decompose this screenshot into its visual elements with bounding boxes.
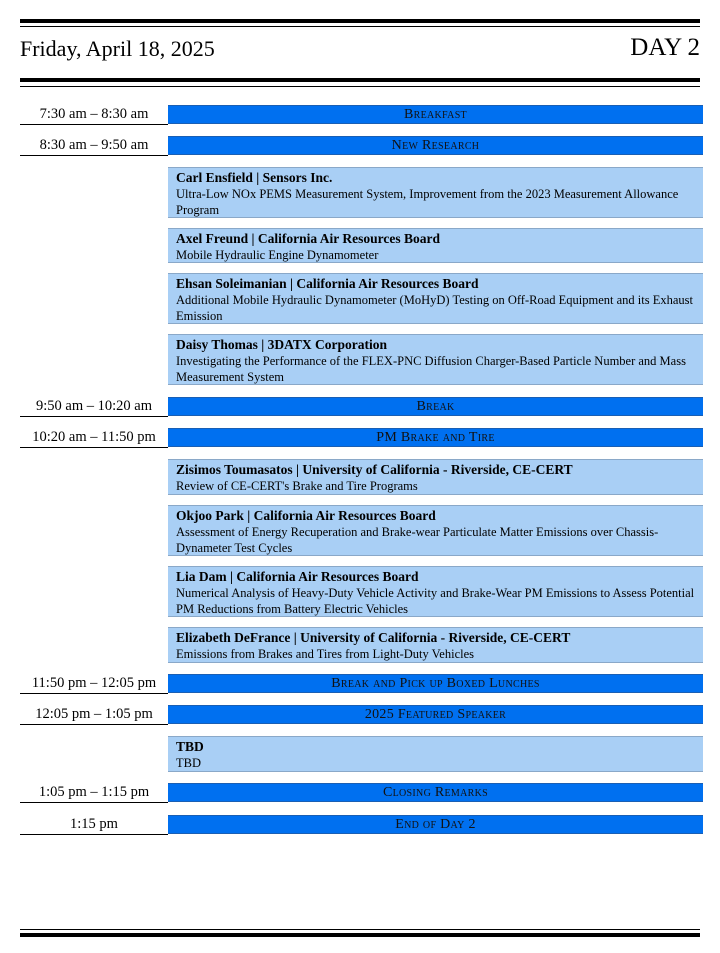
talk-title: Numerical Analysis of Heavy-Duty Vehicle Activity and Brake-Wear PM Emissions to Assess Potential PM Reductions from Battery Electric Vehicles xyxy=(176,586,695,616)
session-time: 11:50 pm – 12:05 pm xyxy=(20,674,168,694)
talk-item xyxy=(168,505,703,556)
session-bar: Break xyxy=(168,397,703,416)
bottom-rule-thick xyxy=(20,933,700,937)
talk-title: Investigating the Performance of the FLEX-PNC Diffusion Charger-Based Particle Number and Mass Measurement System xyxy=(176,354,686,384)
talk-speaker: Ehsan Soleimanian | California Air Resources Board xyxy=(176,276,479,291)
talk-title: Mobile Hydraulic Engine Dynamometer xyxy=(176,248,379,262)
schedule-row xyxy=(20,428,704,447)
page-day-label: DAY 2 xyxy=(630,34,700,61)
schedule-row xyxy=(20,705,704,724)
session-bar: Break and Pick up Boxed Lunches xyxy=(168,674,703,693)
talk-speaker: Lia Dam | California Air Resources Board xyxy=(176,569,419,584)
bottom-rule-thin xyxy=(20,929,700,930)
talk-title: Ultra-Low NOx PEMS Measurement System, Improvement from the 2023 Measurement Allowance Program xyxy=(176,187,679,217)
top-rule-thick xyxy=(20,19,700,23)
header-rule-thick xyxy=(20,78,700,82)
talk-speaker: Okjoo Park | California Air Resources Board xyxy=(176,508,436,523)
header-rule-thin xyxy=(20,86,700,87)
talk-speaker: Zisimos Toumasatos | University of California - Riverside, CE-CERT xyxy=(176,462,573,477)
talk-item xyxy=(168,273,703,324)
schedule-row xyxy=(20,397,704,416)
schedule-row xyxy=(20,674,704,693)
talk-item xyxy=(168,228,703,263)
top-rule-thin xyxy=(20,26,700,27)
session-time: 7:30 am – 8:30 am xyxy=(20,105,168,125)
schedule-row xyxy=(20,783,704,802)
talk-title: Emissions from Brakes and Tires from Light-Duty Vehicles xyxy=(176,647,475,661)
talk-title: Assessment of Energy Recuperation and Brake-wear Particulate Matter Emissions over Chassis-Dynameter Test Cycles xyxy=(176,525,659,555)
session-bar: PM Brake and Tire xyxy=(168,428,703,447)
session-bar: End of Day 2 xyxy=(168,815,703,834)
session-time: 10:20 am – 11:50 pm xyxy=(20,428,168,448)
talk-speaker: Daisy Thomas | 3DATX Corporation xyxy=(176,337,387,352)
talk-title: Review of CE-CERT's Brake and Tire Programs xyxy=(176,479,418,493)
talk-item xyxy=(168,334,703,385)
page-date: Friday, April 18, 2025 xyxy=(20,36,215,61)
session-bar: New Research xyxy=(168,136,703,155)
talk-speaker: Elizabeth DeFrance | University of California - Riverside, CE-CERT xyxy=(176,630,571,645)
session-time: 1:05 pm – 1:15 pm xyxy=(20,783,168,803)
talk-item xyxy=(168,459,703,495)
session-time: 8:30 am – 9:50 am xyxy=(20,136,168,156)
schedule-row xyxy=(20,136,704,155)
talk-title: Additional Mobile Hydraulic Dynamometer (MoHyD) Testing on Off-Road Equipment and its Exhaust Emission xyxy=(176,293,693,323)
session-time: 1:15 pm xyxy=(20,815,168,835)
talk-item xyxy=(168,566,703,617)
schedule-row xyxy=(20,815,704,834)
schedule-row xyxy=(20,105,704,124)
talk-title: TBD xyxy=(176,756,201,770)
session-time: 9:50 am – 10:20 am xyxy=(20,397,168,417)
talk-item xyxy=(168,167,703,218)
session-time: 12:05 pm – 1:05 pm xyxy=(20,705,168,725)
talk-speaker: Carl Ensfield | Sensors Inc. xyxy=(176,170,333,185)
talk-item xyxy=(168,627,703,663)
talk-speaker: TBD xyxy=(176,739,204,754)
session-bar: Closing Remarks xyxy=(168,783,703,802)
session-bar: 2025 Featured Speaker xyxy=(168,705,703,724)
session-bar: Breakfast xyxy=(168,105,703,124)
talk-speaker: Axel Freund | California Air Resources Board xyxy=(176,231,440,246)
talk-item xyxy=(168,736,703,772)
